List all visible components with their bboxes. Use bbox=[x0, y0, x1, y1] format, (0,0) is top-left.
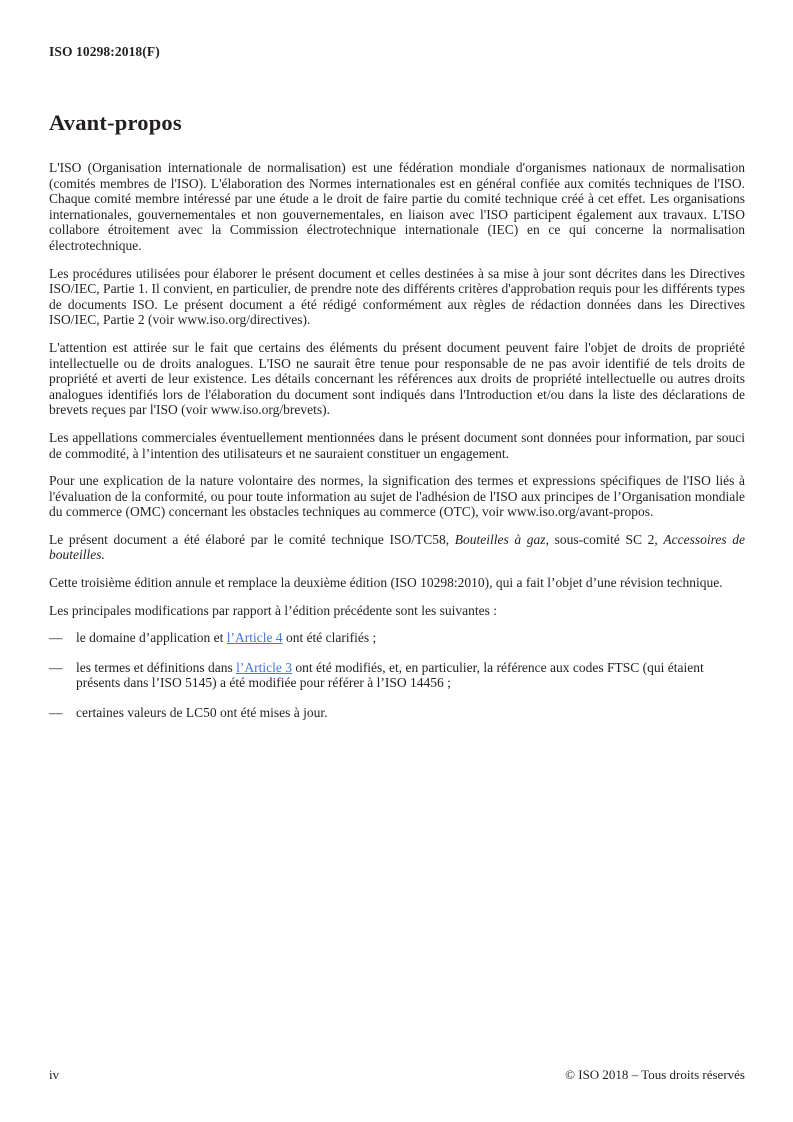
paragraph bbox=[49, 532, 745, 563]
text-segment: Le présent document a été élaboré par le comité technique ISO/TC58, bbox=[49, 531, 455, 547]
dash-bullet: — bbox=[49, 659, 63, 675]
paragraph bbox=[49, 430, 745, 461]
paragraph bbox=[49, 340, 745, 418]
dash-bullet: — bbox=[49, 630, 63, 646]
article-4-link[interactable]: l’Article 4 bbox=[226, 630, 283, 646]
text-segment: Les principales modifications par rapport à l’édition précédente sont les suivantes : bbox=[49, 602, 497, 618]
italic-text: Bouteilles à gaz bbox=[454, 531, 546, 547]
text-segment: certaines valeurs de LC50 ont été mises à jour. bbox=[76, 705, 328, 721]
italic-text: Accessoires de bouteilles. bbox=[49, 531, 745, 563]
paragraph bbox=[49, 266, 745, 328]
text-segment: , sous-comité SC 2, bbox=[545, 531, 664, 547]
text-segment: Les procédures utilisées pour élaborer le présent document et celles destinées à sa mise à jour sont décrites dans les Directives ISO/IEC, Partie 1. Il convient, en particulier, de prendre note des différents critères d'approbation requis pour les différents types de documents ISO. Le présent document a été rédigé conformément aux règles de rédaction données dans les Directives ISO/IEC, Partie 2 (voir www.iso.org/directives). bbox=[49, 265, 745, 328]
list-item-text bbox=[76, 630, 745, 646]
list-item-text bbox=[76, 660, 745, 691]
page-footer bbox=[49, 1067, 745, 1082]
text-segment: le domaine d’application et bbox=[76, 630, 227, 646]
text-segment: L'ISO (Organisation internationale de normalisation) est une fédération mondiale d'organismes nationaux de normalisation (comités membres de l'ISO). L'élaboration des Normes internationales est en général confiée aux comités techniques de l'ISO. Chaque comité membre intéressé par une étude a le droit de faire partie du comité technique créé à cet effet. Les organisations internationales, gouvernementales et non gouvernementales, en liaison avec l'ISO participent également aux travaux. L'ISO collabore étroitement avec la Commission électrotechnique internationale (IEC) en ce qui concerne la normalisation électrotechnique. bbox=[49, 160, 745, 253]
paragraph bbox=[49, 575, 745, 591]
list-item-text bbox=[76, 705, 745, 721]
article-3-link[interactable]: l’Article 3 bbox=[236, 659, 292, 675]
page-number: iv bbox=[49, 1067, 60, 1082]
text-segment: ont été clarifiés ; bbox=[282, 630, 377, 646]
text-segment: Cette troisième édition annule et remplace la deuxième édition (ISO 10298:2010), qui a fait l’objet d’une révision technique. bbox=[49, 575, 723, 591]
paragraph bbox=[49, 160, 745, 254]
running-header: ISO 10298:2018(F) bbox=[49, 44, 160, 59]
dash-bullet: — bbox=[49, 705, 63, 721]
paragraph bbox=[49, 603, 745, 619]
text-segment: Les appellations commerciales éventuellement mentionnées dans le présent document sont données pour information, par souci de commodité, à l’intention des utilisateurs et ne sauraient constituer un engagement. bbox=[49, 429, 745, 461]
text-segment: Pour une explication de la nature volontaire des normes, la signification des termes et expressions spécifiques de l'ISO liés à l'évaluation de la conformité, ou pour toute information au sujet de l'adhésion de l'ISO aux principes de l’Organisation mondiale du commerce (OMC) concernant les obstacles techniques au commerce (OTC), voir www.iso.org/avant-propos. bbox=[49, 473, 745, 520]
list-item bbox=[49, 660, 745, 691]
text-segment: ont été modifiés, et, en particulier, la référence aux codes FTSC (qui étaient présents dans l’ISO 5145) a été modifiée pour référer à l’ISO 14456 ; bbox=[76, 659, 704, 691]
text-segment: les termes et définitions dans bbox=[76, 659, 237, 675]
list-item bbox=[49, 630, 745, 646]
paragraph bbox=[49, 473, 745, 520]
text-segment: L'attention est attirée sur le fait que certains des éléments du présent document peuvent faire l'objet de droits de propriété intellectuelle ou de droits analogues. L'ISO ne saurait être tenue pour responsable de ne pas avoir identifié de tels droits de propriété et averti de leur existence. Les détails concernant les références aux droits de propriété intellectuelle ou autres droits analogues identifiés lors de l'élaboration du document sont indiqués dans l'Introduction et/ou dans la liste des déclarations de brevets reçues par l'ISO (voir www.iso.org/brevets). bbox=[49, 339, 745, 418]
copyright-notice: © ISO 2018 – Tous droits réservés bbox=[565, 1067, 745, 1082]
list-item bbox=[49, 705, 745, 721]
page-title: Avant-propos bbox=[49, 110, 182, 135]
document-body bbox=[49, 160, 745, 721]
